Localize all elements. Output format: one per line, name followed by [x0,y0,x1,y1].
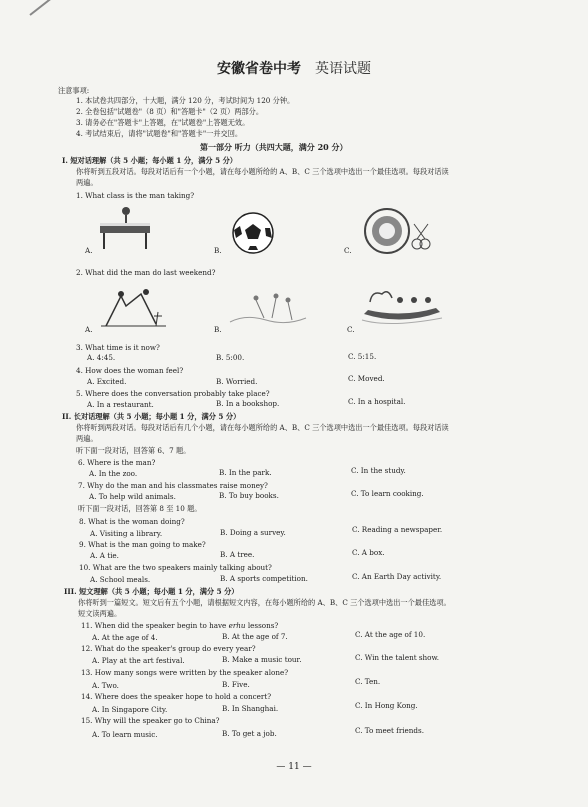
option-a: A. [85,325,93,334]
question-stem: 8. What is the woman doing? [79,517,185,526]
option-b: B. In a bookshop. [216,399,280,408]
option-c: C. 5:15. [348,352,377,361]
section3-instructions: 你将听到一篇短文。短文后有五个小题，请根据短文内容，在每小题所给的 A、B、C 三个选项中选出一个最佳选项。 [78,598,451,607]
question-stem: 2. What did the man do last weekend? [76,268,216,277]
option-b: B. A tree. [220,550,255,559]
option-b: B. In Shanghai. [222,704,279,713]
staple-mark [29,0,62,16]
question-stem: 6. Where is the man? [78,458,156,467]
question-stem: 12. What do the speaker's group do every year? [81,644,256,653]
option-b: B. [214,325,222,334]
title-main: 安徽省卷中考 [217,61,301,77]
question-stem: 14. Where does the speaker hope to hold a concert? [81,692,272,701]
question-stem: 10. What are the two speakers mainly talking about? [79,563,272,572]
option-c: C. Win the talent show. [355,653,440,662]
option-a: A. Two. [92,681,119,690]
question-stem: 4. How does the woman feel? [76,366,184,375]
note-item: 2. 全卷包括"试题卷"（8 页）和"答题卡"（2 页）两部分。 [76,107,264,116]
option-b: B. Make a music tour. [222,655,302,664]
option-a: A. At the age of 4. [92,633,158,642]
option-b: B. At the age of 7. [222,632,288,641]
option-c: C. In Hong Kong. [355,701,418,710]
option-a: A. To help wild animals. [89,492,176,501]
option-c: C. An Earth Day activity. [352,572,442,581]
question-stem: 11. When did the speaker begin to have erhu lessons? [81,621,279,630]
option-b: B. A sports competition. [220,574,308,583]
option-c: C. At the age of 10. [355,630,426,639]
option-b: B. In the park. [219,468,272,477]
page-title [0,58,588,78]
notes-heading: 注意事项: [58,86,90,95]
section3-instructions-2: 短文读两遍。 [78,609,122,618]
option-a: A. Excited. [87,377,127,386]
option-b: B. Worried. [216,377,258,386]
option-b: B. To buy books. [219,491,279,500]
section1-instructions-2: 两遍。 [76,178,98,187]
part1-title: 第一部分 听力（共四大题，满分 20 分） [200,142,348,152]
option-b: B. To get a job. [222,729,277,738]
option-a: A. To learn music. [92,730,158,739]
option-c: C. Moved. [348,374,385,383]
section3-heading: III. 短文理解（共 5 小题；每小题 1 分，满分 5 分） [64,587,239,596]
option-c: C. To learn cooking. [351,489,424,498]
option-a: A. 4:45. [87,353,116,362]
option-a: A. In the zoo. [89,469,138,478]
question-stem: 15. Why will the speaker go to China? [81,716,220,725]
option-c: C. [347,325,355,334]
option-b: B. Doing a survey. [220,528,286,537]
planting-trees-icon [96,286,170,330]
question-stem: 7. Why do the man and his classmates raise money? [78,481,268,490]
option-a: A. Visiting a library. [90,529,163,538]
piano-icon [96,205,160,251]
note-item: 4. 考试结束后，请将"试题卷"和"答题卡"一并交回。 [76,129,243,138]
option-a: A. A tie. [90,551,119,560]
option-a: A. [85,246,93,255]
option-b: B. 5:00. [216,353,245,362]
football-icon [230,210,276,256]
option-c: C. Ten. [355,677,381,686]
page-number: — 11 — [276,762,312,772]
option-c: C. To meet friends. [355,726,425,735]
section2-heading: II. 长对话理解（共 5 小题；每小题 1 分，满分 5 分） [62,412,241,421]
option-a: A. In a restaurant. [87,400,154,409]
question-stem: 1. What class is the man taking? [76,191,195,200]
title-sub: 英语试题 [315,61,371,77]
question-stem: 9. What is the man going to make? [79,540,206,549]
option-c: C. [344,246,352,255]
option-a: A. In Singapore City. [92,705,168,714]
option-a: A. Play at the art festival. [92,656,185,665]
option-c: C. Reading a newspaper. [352,525,443,534]
section2-sub-instructions-2: 听下面一段对话，回答第 8 至 10 题。 [78,504,202,513]
option-c: C. In a hospital. [348,397,406,406]
question-stem: 13. How many songs were written by the speaker alone? [81,668,289,677]
section2-instructions: 你将听到两段对话。每段对话后有几个小题，请在每小题所给的 A、B、C 三个选项中选出一个最佳选项。每段对话读 [76,423,449,432]
section2-sub-instructions: 听下面一段对话，回答第 6、7 题。 [76,446,191,455]
option-c: C. A box. [352,548,385,557]
option-b: B. [214,246,222,255]
section1-heading: I. 短对话理解（共 5 小题；每小题 1 分，满分 5 分） [62,156,237,165]
option-a: A. School meals. [90,575,151,584]
note-item: 1. 本试卷共四部分，十大题，满分 120 分，考试时间为 120 分钟。 [76,96,295,105]
rowing-boat-icon [360,284,444,328]
note-item: 3. 请务必在"答题卡"上答题，在"试题卷"上答题无效。 [76,118,250,127]
cleaning-beach-icon [226,292,310,328]
section2-instructions-2: 两遍。 [76,434,98,443]
option-b: B. Five. [222,680,250,689]
question-stem: 3. What time is it now? [76,343,160,352]
question-stem: 5. Where does the conversation probably take place? [76,389,270,398]
section1-instructions: 你将听到五段对话。每段对话后有一个小题，请在每小题所给的 A、B、C 三个选项中选出一个最佳选项。每段对话读 [76,167,449,176]
option-c: C. In the study. [351,466,406,475]
paper-cut-icon [362,206,432,256]
